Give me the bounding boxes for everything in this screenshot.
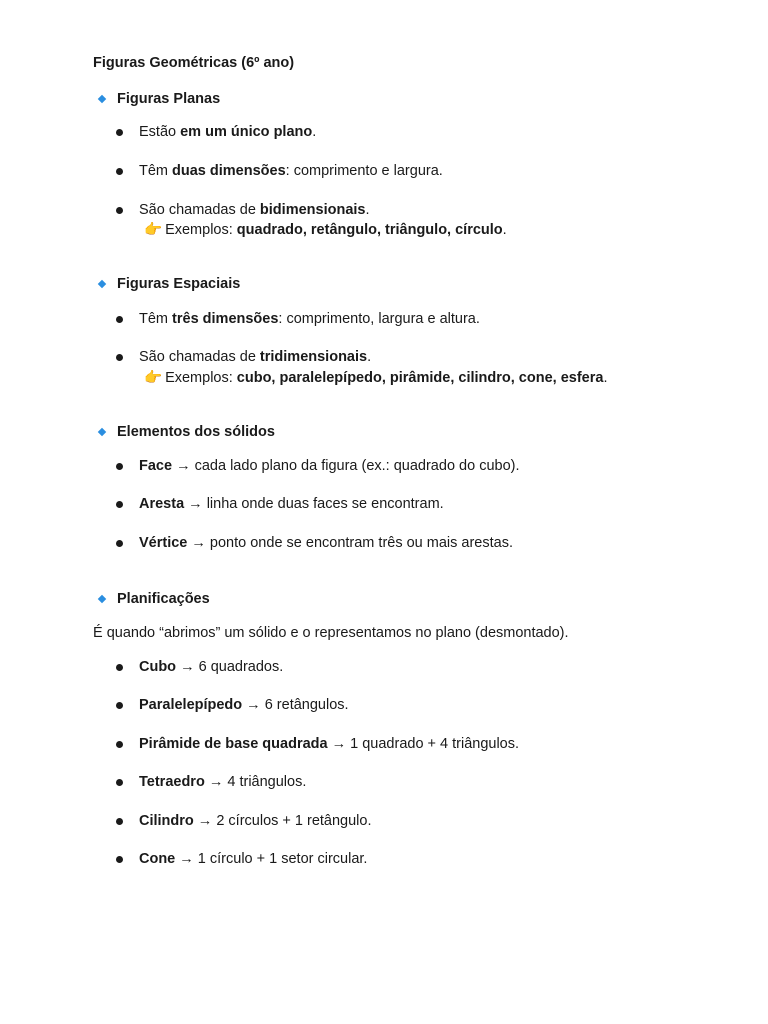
blue-diamond-icon [98,428,106,436]
list-item-text: Cone → 1 círculo + 1 setor circular. [139,851,368,867]
example-text: Exemplos: quadrado, retângulo, triângulo, círculo. [165,221,507,238]
bullet-icon [116,354,123,361]
list-item [116,124,316,140]
list-item [116,202,370,218]
list-item-text: Tetraedro → 4 triângulos. [139,774,307,790]
list-item [116,496,444,512]
list-item [116,851,367,867]
bullet-icon [116,741,123,748]
bullet-icon [116,463,123,470]
list-item-text: Cilindro → 2 círculos + 1 retângulo. [139,813,372,829]
bullet-icon [116,540,123,547]
section-heading-espaciais [97,276,240,292]
list-item-text: Vértice → ponto onde se encontram três ou mais arestas. [139,535,513,551]
section-heading-label: Figuras Espaciais [117,276,241,292]
section-heading-elementos [97,424,275,440]
list-item-text: São chamadas de bidimensionais. [139,202,370,218]
list-item [116,736,519,752]
section-heading-planificacoes [97,591,210,607]
bullet-icon [116,316,123,323]
bullet-icon [116,702,123,709]
bullet-icon [116,207,123,214]
bullet-icon [116,168,123,175]
list-item [116,163,443,179]
bullet-icon [116,501,123,508]
list-item [116,458,520,474]
list-item-text: Estão em um único plano. [139,124,317,140]
bullet-icon [116,664,123,671]
blue-diamond-icon [98,95,106,103]
list-item-text: Cubo → 6 quadrados. [139,659,284,675]
page-title: Figuras Geométricas (6º ano) [93,55,295,71]
pointing-hand-icon: 👉 [144,222,163,238]
list-item [116,774,306,790]
blue-diamond-icon [98,280,106,288]
example-text: Exemplos: cubo, paralelepípedo, pirâmide, cilindro, cone, esfera. [165,369,608,386]
bullet-icon [116,779,123,786]
blue-diamond-icon [98,595,106,603]
list-item-text: Pirâmide de base quadrada → 1 quadrado + 4 triângulos. [139,736,520,752]
list-item-text: Têm duas dimensões: comprimento e largura. [139,163,443,179]
bullet-icon [116,818,123,825]
list-item-text: São chamadas de tridimensionais. [139,349,372,365]
example-line [144,221,507,238]
bullet-icon [116,129,123,136]
example-line [144,369,607,386]
section-heading-label: Elementos dos sólidos [117,424,275,440]
list-item [116,535,513,551]
section-heading-planas [97,91,220,107]
list-item [116,349,371,365]
list-item-text: Face → cada lado plano da figura (ex.: quadrado do cubo). [139,458,520,474]
list-item-text: Têm três dimensões: comprimento, largura e altura. [139,311,480,327]
section-heading-label: Planificações [117,591,210,607]
list-item [116,311,480,327]
section-heading-label: Figuras Planas [117,91,221,107]
list-item [116,659,283,675]
list-item [116,697,349,713]
intro-paragraph: É quando “abrimos” um sólido e o representamos no plano (desmontado). [93,625,569,641]
list-item-text: Paralelepípedo → 6 retângulos. [139,697,349,713]
list-item [116,813,372,829]
list-item-text: Aresta → linha onde duas faces se encontram. [139,496,444,512]
bullet-icon [116,856,123,863]
pointing-hand-icon: 👉 [144,370,163,386]
